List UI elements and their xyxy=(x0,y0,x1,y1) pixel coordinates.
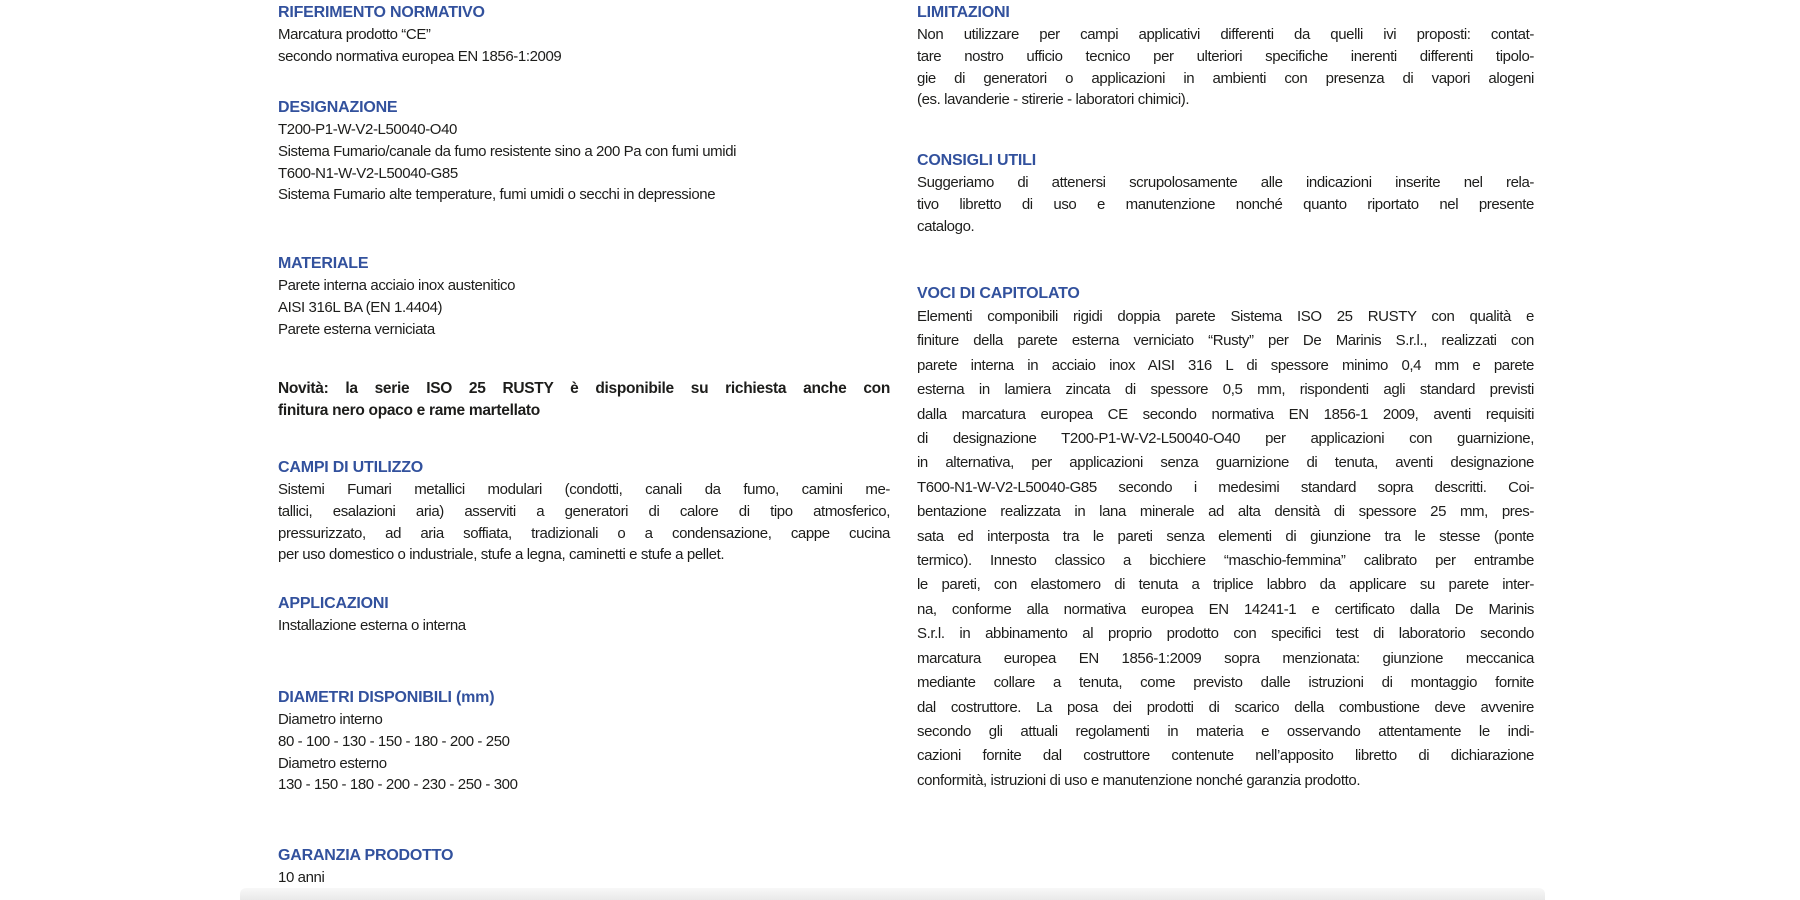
section-heading: RIFERIMENTO NORMATIVO xyxy=(278,4,485,21)
section-heading: APPLICAZIONI xyxy=(278,595,389,612)
left-column xyxy=(278,0,890,900)
text-line: Non utilizzare per campi applicativi differenti da quelli ivi proposti: contat- xyxy=(917,26,1534,43)
text-line: mediante collare a tenuta, come previsto dalle istruzioni di montaggio fornite xyxy=(917,674,1534,692)
text-line: gie di generatori o applicazioni in ambienti con presenza di vapori alogeni xyxy=(917,69,1534,87)
novita-highlight-note xyxy=(278,378,890,422)
text-line: Sistemi Fumari metallici modulari (condotti, canali da fumo, camini me- xyxy=(278,481,890,498)
text-line: finiture della parete esterna verniciato “Rusty” per De Marinis S.r.l., realizzati con xyxy=(917,332,1534,350)
text-line: cazioni fornite dal costruttore contenute nell’apposito libretto di dichiarazione xyxy=(917,747,1534,765)
text-line: di designazione T200-P1-W-V2-L50040-O40 per applicazioni con guarnizione, xyxy=(917,430,1534,448)
section-heading: LIMITAZIONI xyxy=(917,4,1010,21)
text-line: le pareti, con elastomero di tenuta a triplice labbro da applicare su parete inter- xyxy=(917,576,1534,594)
section-heading: CONSIGLI UTILI xyxy=(917,152,1036,169)
text-line: parete interna in acciaio inox AISI 316 L di spessore minimo 0,4 mm e parete xyxy=(917,356,1534,374)
text-line: 130 - 150 - 180 - 200 - 230 - 250 - 300 xyxy=(278,776,518,794)
text-line: marcatura europea EN 1856-1:2009 sopra menzionata: giunzione meccanica xyxy=(917,649,1534,667)
section-heading: VOCI DI CAPITOLATO xyxy=(917,285,1080,302)
text-line: Novità: la serie ISO 25 RUSTY è disponibile su richiesta anche con xyxy=(278,380,890,397)
section-consigli-utili xyxy=(917,150,1534,237)
text-line: 10 anni xyxy=(278,869,325,886)
section-heading: DESIGNAZIONE xyxy=(278,99,398,116)
text-line: pressurizzato, ad aria soffiata, tradizionali o a condensazione, cappe cucina xyxy=(278,524,890,542)
text-line: termico). Innesto classico a bicchiere “maschio-femmina” calibrato per entrambe xyxy=(917,552,1534,570)
section-voci-di-capitolato xyxy=(917,283,1534,793)
page-bottom-band xyxy=(240,888,1545,900)
section-riferimento-normativo xyxy=(278,2,890,68)
text-line: dalla marcatura europea CE secondo normativa EN 1856-1 2009, aventi requisiti xyxy=(917,405,1534,423)
section-limitazioni xyxy=(917,2,1534,111)
text-line: Elementi componibili rigidi doppia parete Sistema ISO 25 RUSTY con qualità e xyxy=(917,308,1534,325)
section-body xyxy=(278,479,890,566)
text-line: AISI 316L BA (EN 1.4404) xyxy=(278,298,443,316)
text-line: Diametro interno xyxy=(278,711,383,728)
text-line: sata ed interposta tra le pareti senza elementi di giunzione tra le stesse (ponte xyxy=(917,527,1534,545)
right-column xyxy=(917,0,1534,900)
text-line: Marcatura prodotto “CE” xyxy=(278,26,431,43)
text-line: na, conforme alla normativa europea EN 14241-1 e certificato dalla De Marinis xyxy=(917,600,1534,618)
section-body xyxy=(278,24,890,68)
text-line: dal costruttore. La posa dei prodotti di scarico della combustione deve avvenire xyxy=(917,698,1534,716)
text-line: finitura nero opaco e rame martellato xyxy=(278,401,540,419)
text-line: (es. lavanderie - stirerie - laboratori chimici). xyxy=(917,91,1190,109)
text-line: Installazione esterna o interna xyxy=(278,617,466,634)
text-line: S.r.l. in abbinamento al proprio prodotto con specifici test di laboratorio secondo xyxy=(917,625,1534,643)
section-body xyxy=(278,275,890,340)
text-line: tivo libretto di uso e manutenzione nonché quanto riportato nel presente xyxy=(917,195,1534,213)
section-campi-di-utilizzo xyxy=(278,457,890,566)
text-line: T600-N1-W-V2-L50040-G85 secondo i medesimi standard sopra descritti. Coi- xyxy=(917,478,1534,496)
section-body xyxy=(278,867,890,889)
section-heading: DIAMETRI DISPONIBILI (mm) xyxy=(278,689,495,706)
section-heading: GARANZIA PRODOTTO xyxy=(278,847,454,864)
section-body xyxy=(917,305,1534,793)
section-designazione xyxy=(278,97,890,206)
text-line: T600-N1-W-V2-L50040-G85 xyxy=(278,164,458,182)
text-line: T200-P1-W-V2-L50040-O40 xyxy=(278,121,457,138)
text-line: tallici, esalazioni aria) asserviti a generatori di calore di tipo atmosferico, xyxy=(278,502,890,520)
section-applicazioni xyxy=(278,593,890,637)
text-line: catalogo. xyxy=(917,217,975,235)
note-body xyxy=(278,378,890,422)
section-body xyxy=(917,172,1534,237)
text-line: Diametro esterno xyxy=(278,754,387,772)
section-body xyxy=(278,615,890,637)
text-line: conformità, istruzioni di uso e manutenzione nonché garanzia prodotto. xyxy=(917,771,1361,789)
section-body xyxy=(278,709,890,796)
text-line: secondo gli attuali regolamenti in materia e osservando attentamente le indi- xyxy=(917,722,1534,740)
section-body xyxy=(278,119,890,206)
text-line: Suggeriamo di attenersi scrupolosamente alle indicazioni inserite nel rela- xyxy=(917,174,1534,191)
section-heading: MATERIALE xyxy=(278,255,369,272)
text-line: Sistema Fumario alte temperature, fumi umidi o secchi in depressione xyxy=(278,186,716,204)
section-materiale xyxy=(278,253,890,340)
text-line: Parete interna acciaio inox austenitico xyxy=(278,277,516,294)
section-garanzia-prodotto xyxy=(278,845,890,889)
text-line: esterna in lamiera zincata di spessore 0,5 mm, rispondenti agli standard previsti xyxy=(917,381,1534,399)
text-line: bentazione realizzata in lana minerale ad alta densità di spessore 25 mm, pres- xyxy=(917,503,1534,521)
text-line: Sistema Fumario/canale da fumo resistente sino a 200 Pa con fumi umidi xyxy=(278,142,737,160)
text-line: in alternativa, per applicazioni senza guarnizione di tenuta, aventi designazione xyxy=(917,454,1534,472)
section-body xyxy=(917,24,1534,111)
text-line: secondo normativa europea EN 1856-1:2009 xyxy=(278,47,562,65)
text-line: per uso domestico o industriale, stufe a legna, caminetti e stufe a pellet. xyxy=(278,546,725,564)
section-diametri-disponibili xyxy=(278,687,890,796)
text-line: Parete esterna verniciata xyxy=(278,320,435,338)
text-line: tare nostro ufficio tecnico per ulteriori specifiche inerenti differenti tipolo- xyxy=(917,47,1534,65)
text-line: 80 - 100 - 130 - 150 - 180 - 200 - 250 xyxy=(278,732,510,750)
section-heading: CAMPI DI UTILIZZO xyxy=(278,459,424,476)
